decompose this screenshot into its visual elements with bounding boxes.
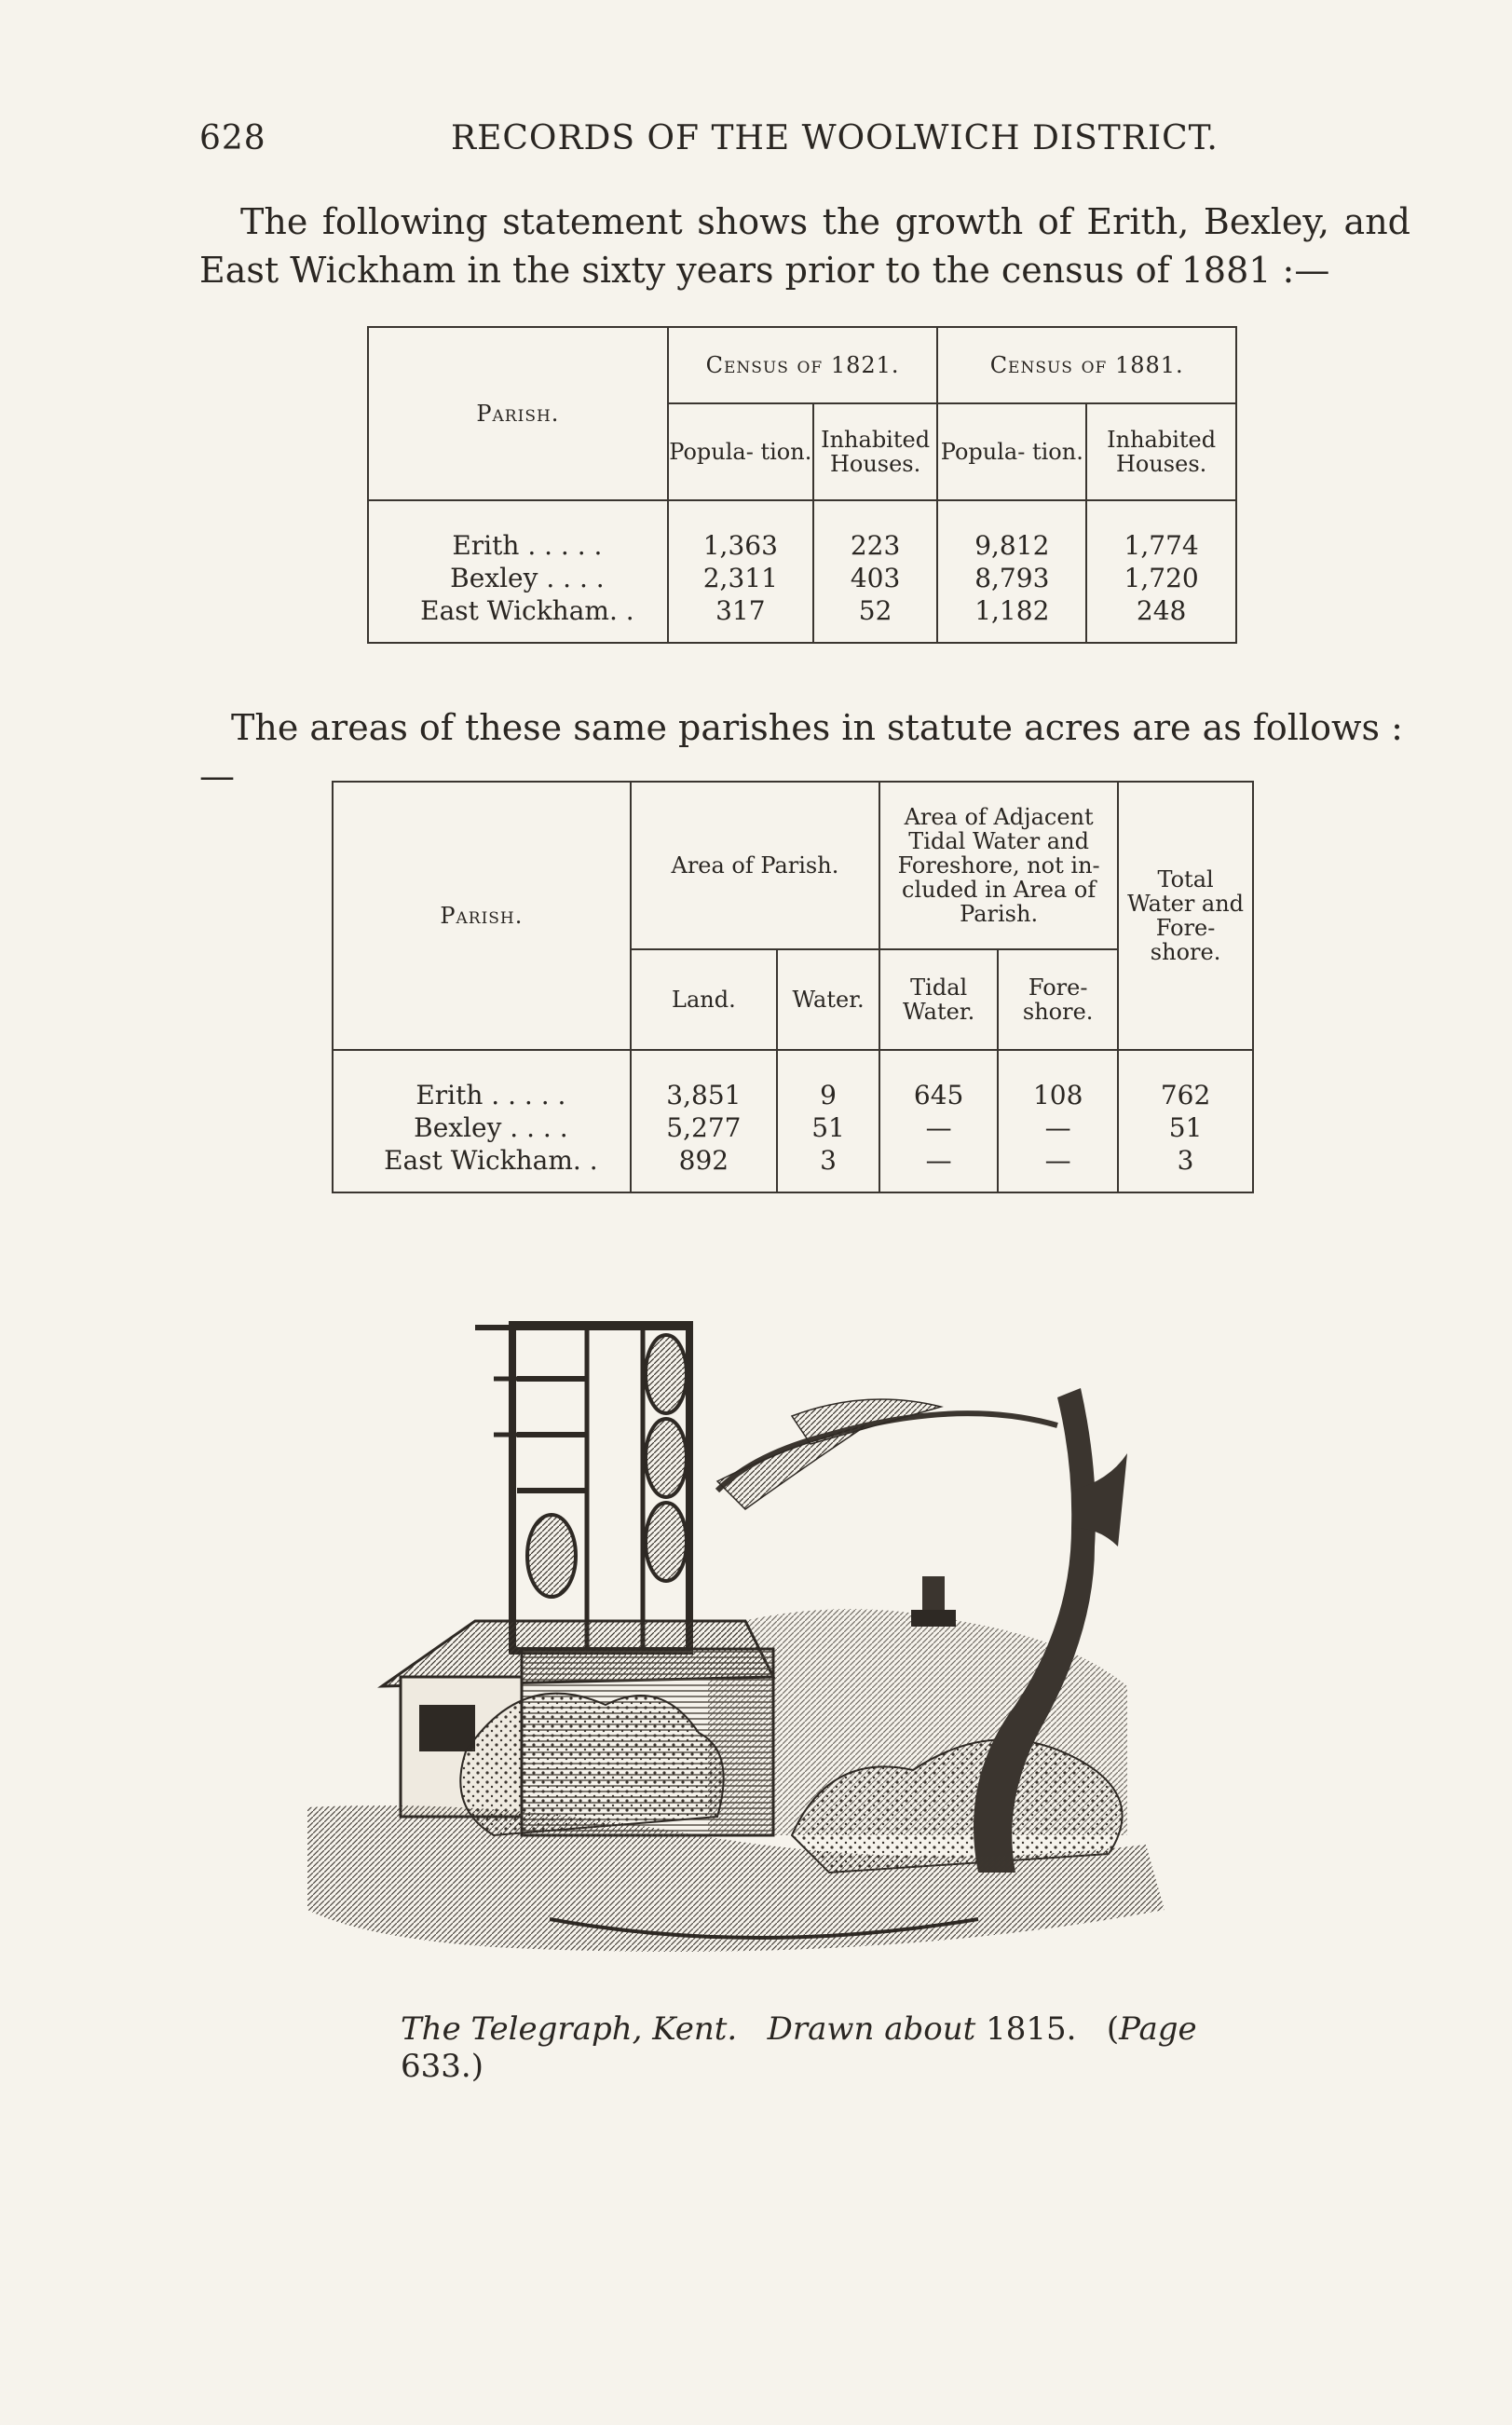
intro-paragraph: The following statement shows the growth of Erith, Bexley, and East Wickham in the sixty years prior to the census of 1881 :— [199, 201, 1410, 291]
table-value: — [1044, 1112, 1071, 1143]
table-value: 1,182 [974, 595, 1050, 626]
areas-table [332, 781, 1254, 1193]
population-1821-header: Popula- tion. [668, 403, 813, 500]
table-value: 1,774 [1124, 530, 1199, 561]
population-1881-header: Popula- tion. [937, 403, 1086, 500]
parish-names-cell [333, 1050, 631, 1192]
table-value: 645 [913, 1080, 964, 1110]
parish-names-cell [368, 500, 668, 643]
table-value: 3 [820, 1145, 837, 1176]
table-value: 892 [678, 1145, 729, 1176]
caption-title: The Telegraph, Kent. [401, 2010, 738, 2048]
houses-1881-header: Inhabited Houses. [1086, 403, 1236, 500]
tidal-water-cell [879, 1050, 998, 1192]
running-title: RECORDS OF THE WOOLWICH DISTRICT. [451, 119, 1219, 157]
parish-name: East Wickham. . [384, 1145, 598, 1176]
table-value: — [925, 1112, 952, 1143]
foreshore-header: Fore- shore. [998, 949, 1118, 1050]
table-value: 403 [850, 563, 901, 593]
table-value: 52 [858, 595, 892, 626]
foreshore-cell [998, 1050, 1118, 1192]
table-value: — [925, 1145, 952, 1176]
tidal-water-header: Tidal Water. [879, 949, 998, 1050]
parish-column-header: Parish. [333, 782, 631, 1050]
adjacent-area-header: Area of Adjacent Tidal Water and Foreshore, not in- cluded in Area of Parish. [879, 782, 1118, 949]
page-number: 628 [199, 119, 266, 157]
parish-column-header: Parish. [368, 327, 668, 500]
table-value: 51 [1168, 1112, 1203, 1143]
table-value: 108 [1032, 1080, 1083, 1110]
houses-1821-cell [813, 500, 938, 643]
census-1881-header: Census of 1881. [937, 327, 1236, 403]
table-value: 317 [715, 595, 766, 626]
parish-name: Erith . . . . . [415, 1080, 566, 1110]
parish-name: Bexley . . . . [414, 1112, 568, 1143]
table-value: 1,363 [702, 530, 778, 561]
table-value: 3 [1177, 1145, 1194, 1176]
table-value: 3,851 [666, 1080, 742, 1110]
areas-paragraph: The areas of these same parishes in statute acres are as follows :— [199, 707, 1403, 797]
caption-year: 1815. [986, 2010, 1077, 2048]
table-value: — [1044, 1145, 1071, 1176]
running-head [199, 119, 1410, 175]
table-value: 9 [820, 1080, 837, 1110]
caption-page-number: 633.) [401, 2048, 484, 2085]
caption-drawn: Drawn about [767, 2010, 976, 2048]
illustration-caption [401, 2010, 1239, 2085]
table-value: 762 [1160, 1080, 1211, 1110]
caption-ref-open: ( [1106, 2010, 1120, 2048]
table-value: 223 [850, 530, 901, 561]
table-value: 248 [1136, 595, 1187, 626]
population-1881-cell [937, 500, 1086, 643]
water-cell [777, 1050, 879, 1192]
houses-1821-header: Inhabited Houses. [813, 403, 938, 500]
table-value: 5,277 [666, 1112, 742, 1143]
table-value: 51 [811, 1112, 845, 1143]
census-table [367, 326, 1237, 644]
table-value: 1,720 [1124, 563, 1199, 593]
table-value: 8,793 [974, 563, 1050, 593]
water-header: Water. [777, 949, 879, 1050]
telegraph-engraving [307, 1314, 1295, 1984]
population-1821-cell [668, 500, 813, 643]
census-1821-header: Census of 1821. [668, 327, 938, 403]
parish-name: Erith . . . . . [452, 530, 603, 561]
table-value: 2,311 [702, 563, 778, 593]
table-value: 9,812 [974, 530, 1050, 561]
total-water-header: Total Water and Fore- shore. [1118, 782, 1253, 1050]
area-of-parish-header: Area of Parish. [631, 782, 879, 949]
land-cell [631, 1050, 777, 1192]
land-header: Land. [631, 949, 777, 1050]
parish-name: Bexley . . . . [450, 563, 605, 593]
parish-name: East Wickham. . [420, 595, 634, 626]
houses-1881-cell [1086, 500, 1236, 643]
caption-page-label: Page [1119, 2010, 1197, 2048]
total-water-cell [1118, 1050, 1253, 1192]
